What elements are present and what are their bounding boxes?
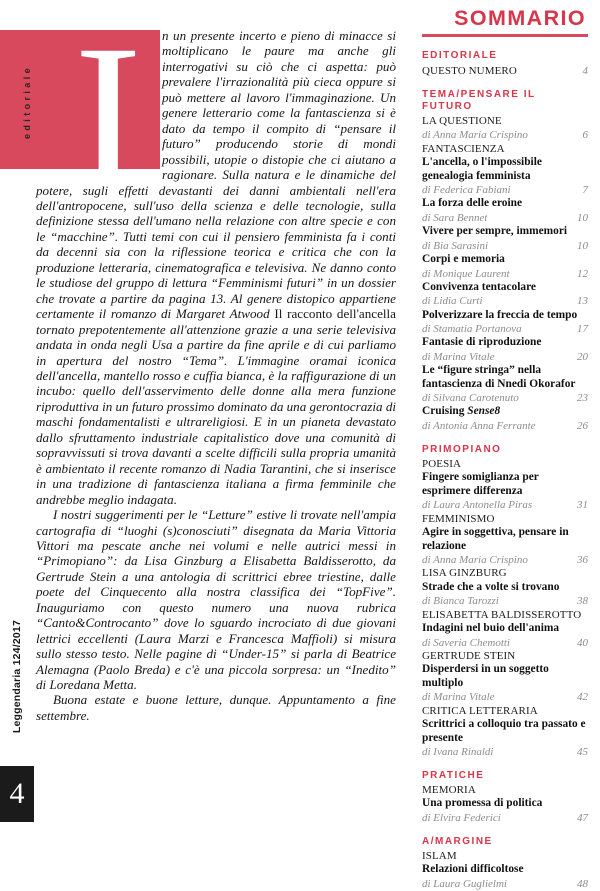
toc-entry-author: di Laura Antonella Piras — [422, 499, 533, 512]
toc-entry-author: di Lidia Curti — [422, 295, 483, 308]
toc-entry[interactable] — [422, 405, 588, 433]
toc-entry-line — [422, 350, 588, 364]
toc-entry-line — [422, 553, 588, 567]
toc-section — [422, 444, 588, 759]
toc-entry-author: di Sara Bennet — [422, 211, 488, 224]
toc-entry-page: 45 — [577, 746, 588, 759]
toc-entry-page: 47 — [577, 811, 588, 824]
toc-entry-page: 42 — [577, 691, 588, 704]
toc-entry[interactable] — [422, 64, 588, 78]
toc-entry-page: 20 — [577, 350, 588, 363]
toc-entry-title: Strade che a volte si trovano — [422, 580, 560, 593]
toc-entry-rubric: ELISABETTA BALDISSEROTTO — [422, 608, 582, 621]
toc-entry-title: Vivere per sempre, immemori — [422, 225, 568, 238]
toc-entry-page: 38 — [577, 595, 588, 608]
toc-entry-title: Cruising Sense8 — [422, 405, 501, 418]
toc-entry-title: Disperdersi in un soggetto multiplo — [422, 663, 549, 689]
toc-entry[interactable] — [422, 784, 588, 825]
toc-entry-author: di Saveria Chemotti — [422, 636, 510, 649]
toc-entry-title: Convivenza tentacolare — [422, 280, 536, 293]
toc-entry-line — [422, 419, 588, 433]
toc-entry[interactable] — [422, 705, 588, 760]
toc-entry-line — [422, 811, 588, 825]
toc-entry-author: di Bianca Tarozzi — [422, 595, 499, 608]
toc-entry-title: Scrittrici a colloquio tra passato e presente — [422, 717, 586, 744]
article-paragraph-1-cont: tornato prepotentemente all'attenzione grazie a una serie televisiva andata in onda negli Usa a partire da fine aprile e di cui parliamo in apertura del nostro “Tema”. L'immagine oramai iconica dell'ancella, mantello rosso e cuffia bianca, è la raffigurazione di un incubo: quello dell'asservimento delle donne alla mera funzione riproduttiva in un futuro prossimo dominato da una gerontocrazia di maschi fondamentalisti e ultrareligiosi. E in un pianeta devastato dallo sfruttamento industriale capitalistico dove una comunità di sopravvissuti si trova davanti a scelte difficili sulla propria umanità è ambientato il recente romanzo di Nadia Tarantini, che si inserisce in una tradizione di fantascienza italiana a firma femminile che andrebbe meglio indagata. — [36, 321, 396, 507]
page-number-text: 4 — [9, 777, 25, 810]
toc-entry-title: Agire in soggettiva, pensare in relazione — [422, 525, 569, 552]
toc-entry-line — [422, 594, 588, 608]
toc-entry-line — [422, 183, 588, 197]
toc-entry-page: 6 — [582, 129, 588, 142]
issue-label — [0, 620, 34, 738]
sommario-title: SOMMARIO — [454, 6, 586, 30]
toc-entry-line — [422, 877, 588, 891]
toc-entry-page: 48 — [577, 877, 588, 890]
toc-entry[interactable] — [422, 225, 588, 253]
toc-entry-title: Indagini nel buio dell'anima — [422, 621, 560, 634]
editoriale-section-label — [22, 52, 32, 152]
article-paragraph-2: I nostri suggerimenti per le “Letture” estive li trovate nell'ampia cartografia di “luoghi (s)conosciuti” disegnata da Maria Vittoria Vittori ma pescate anche nei volumi e nelle autrici messi in “Primopiano”: da Lisa Ginzburg a Elisabetta Baldisserotto, da Gertrude Stein a una antologia di scrittrici ebree triestine, dalle poete del Cinquecento alla nostra classifica dei “TopFive”. Inauguriamo con questo numero una nuova rubrica “Canto&Controcanto” dove lo sguardo incrociato di due giovani lettrici eccellenti (Laura Marzi e Francesca Maffioli) si misura sullo stesso testo. Nelle pagine di “Under-15” si parla di Beatrice Alemagna (Paolo Breda) e c'è una piccola sorpresa: un “Inedito” di Loredana Metta. — [36, 507, 396, 693]
dropcap-text-wrap — [36, 28, 162, 171]
toc-entry-author: di Laura Guglielmi — [422, 877, 507, 890]
toc-entry-page: 31 — [577, 499, 588, 512]
toc-section — [422, 836, 588, 891]
article-paragraph-3: Buona estate e buone letture, dunque. Appuntamento a fine settembre. — [36, 692, 396, 723]
toc-entry-title: Fingere somiglianza per esprimere differenza — [422, 471, 539, 497]
toc-entry-rubric: FEMMINISMO — [422, 512, 495, 525]
toc-entry-author: di Elvira Federici — [422, 811, 501, 824]
toc-entry-line — [422, 239, 588, 253]
toc-entry-rubric: POESIA — [422, 457, 462, 470]
sommario-rule — [422, 34, 588, 37]
toc-entry-page: 12 — [577, 267, 588, 280]
toc-entry-page: 13 — [577, 295, 588, 308]
toc-entry-rubric: QUESTO NUMERO — [422, 64, 517, 77]
toc-entry-title: Una promessa di politica — [422, 797, 543, 810]
toc-entry-title: La forza delle eroine — [422, 197, 523, 210]
toc-entry-line — [422, 498, 588, 512]
toc-entry-page: 26 — [577, 420, 588, 433]
toc-entry-author: di Ivana Rinaldi — [422, 746, 494, 759]
toc-entry-author: di Monique Laurent — [422, 267, 510, 280]
toc-entry-rubric: LA QUESTIONE — [422, 114, 502, 127]
toc-entry-title: Corpi e memoria — [422, 252, 505, 265]
toc-entry-author: di Marina Vitale — [422, 350, 495, 363]
toc-entry[interactable] — [422, 567, 588, 608]
toc-entry[interactable] — [422, 513, 588, 568]
editorial-article — [36, 28, 396, 723]
sommario-sections — [422, 50, 588, 891]
toc-entry[interactable] — [422, 458, 588, 513]
toc-entry[interactable] — [422, 364, 588, 405]
toc-entry-title: Le “figure stringa” nella fantascienza di Nnedi Okorafor — [422, 364, 576, 390]
toc-entry-author: di Federica Fabiani — [422, 184, 511, 197]
article-paragraph-1-lead: n un presente incerto e pieno di minacce si moltiplicano le paure ma anche gli interrogativi su ciò che ci aspetta: può prevalere l'irrazionalità più cieca oppure si può mettere al lavoro l'immaginazione. Un genere letterario come la fantascienza si è dato da tempo il compito di “pensare il futuro” producendo storie di mondi possibili, utopie o distopie che ci aiutano a ragionare. Sulla natura e le dinamiche del potere, sugli effetti devastanti dei danni ambientali nell'era dell'antropocene, sull'uso della scienza e delle tecnologie, sulla definizione stessa dell'umano nella relazione con altre specie e con le “macchine”. Tutti temi con cui il pensiero femminista fa i conti da decenni sia con la riflessione teorica e critica che con la produzione letteraria, cinematografica e televisiva. Ne danno conto le studiose del gruppo di lettura “Femminismi futuri” in un dossier che trovate a partire da pagina 13. Al genere distopico appartiene certamente il romanzo di Margaret Atwood — [36, 28, 396, 322]
toc-entry-line — [422, 391, 588, 405]
toc-entry-rubric: CRITICA LETTERARIA — [422, 704, 538, 717]
toc-entry-page: 40 — [577, 636, 588, 649]
toc-section — [422, 50, 588, 78]
toc-section-heading: TEMA/PENSARE IL FUTURO — [422, 88, 536, 113]
sommario-column — [422, 0, 588, 890]
toc-entry-line — [422, 322, 588, 336]
toc-entry[interactable] — [422, 609, 588, 650]
toc-entry-rubric: GERTRUDE STEIN — [422, 649, 516, 662]
toc-entry-page: 23 — [577, 392, 588, 405]
toc-entry-line — [422, 636, 588, 650]
toc-entry-author: di Anna Maria Crispino — [422, 554, 528, 567]
toc-entry-author: di Anna Maria Crispino — [422, 129, 528, 142]
toc-section — [422, 770, 588, 825]
toc-entry-page: 10 — [577, 239, 588, 252]
issue-label-text: Leggendaria 124/2017 — [11, 619, 23, 733]
toc-entry-line — [422, 128, 588, 142]
toc-entry-rubric: FANTASCIENZA — [422, 142, 505, 155]
editoriale-section-label-text: editoriale — [22, 64, 32, 139]
toc-entry[interactable] — [422, 281, 588, 309]
toc-entry-page: 10 — [577, 211, 588, 224]
toc-section-heading: PRIMOPIANO — [422, 444, 502, 456]
toc-entry-author: di Antonia Anna Ferrante — [422, 420, 536, 433]
page-number-badge — [0, 766, 34, 822]
toc-entry-rubric: ISLAM — [422, 849, 457, 862]
toc-section-heading: EDITORIALE — [422, 50, 498, 61]
toc-entry[interactable] — [422, 253, 588, 281]
toc-entry[interactable] — [422, 850, 588, 891]
toc-section-heading: A/MARGINE — [422, 836, 493, 848]
toc-entry-line — [422, 690, 588, 704]
toc-entry-line — [422, 211, 588, 225]
toc-entry-title: Relazioni difficoltose — [422, 862, 524, 875]
toc-entry-rubric: LISA GINZBURG — [422, 567, 507, 580]
toc-entry[interactable] — [422, 143, 588, 198]
toc-entry[interactable] — [422, 309, 588, 337]
toc-entry-author: di Stamatia Portanova — [422, 323, 522, 336]
toc-section-heading: PRATICHE — [422, 770, 485, 782]
toc-entry-author: di Bia Sarasini — [422, 239, 489, 252]
toc-entry-title: Fantasie di riproduzione — [422, 336, 542, 349]
drop-cap: I — [74, 3, 143, 230]
toc-entry-line — [422, 267, 588, 281]
toc-entry-line — [422, 294, 588, 308]
toc-section — [422, 89, 588, 433]
toc-entry[interactable] — [422, 650, 588, 705]
toc-entry-page: 7 — [582, 184, 588, 197]
toc-entry-title: Polverizzare la freccia de tempo — [422, 308, 578, 321]
article-book-title: Il racconto dell'ancella — [274, 306, 396, 322]
toc-entry-line — [422, 745, 588, 759]
toc-entry-line — [422, 64, 588, 78]
toc-entry-author: di Silvana Carotenuto — [422, 392, 519, 405]
toc-entry-rubric: MEMORIA — [422, 783, 476, 796]
toc-entry-page: 17 — [577, 323, 588, 336]
toc-entry[interactable] — [422, 197, 588, 225]
toc-entry[interactable] — [422, 115, 588, 143]
toc-entry[interactable] — [422, 336, 588, 364]
toc-entry-title: L'ancella, o l'impossibile genealogia femminista — [422, 155, 542, 182]
toc-entry-title-italic: Sense8 — [467, 405, 501, 418]
toc-entry-author: di Marina Vitale — [422, 691, 495, 704]
toc-entry-page: 36 — [577, 554, 588, 567]
toc-entry-page: 4 — [582, 64, 588, 77]
